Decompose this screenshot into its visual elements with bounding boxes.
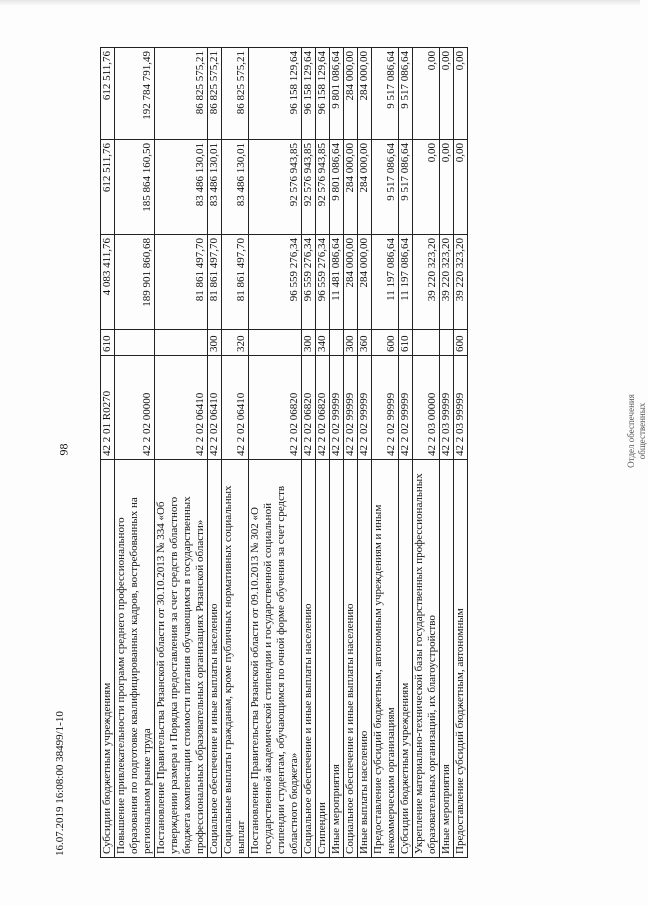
- row-vr-cell: [115, 330, 155, 356]
- row-value-2019-cell: 189 901 860,68: [115, 235, 155, 330]
- row-code-cell: 42 2 02 06410: [222, 356, 249, 460]
- row-name-cell: Социальное обеспечение и иные выплаты населению: [344, 460, 358, 858]
- row-vr-cell: 300: [344, 330, 358, 356]
- row-value-2020-cell: 83 486 130,01: [208, 140, 222, 235]
- table-row: [249, 48, 302, 858]
- row-value-2021-cell: 284 000,00: [344, 48, 358, 140]
- table-row: [344, 48, 358, 858]
- row-value-2019-cell: 39 220 323,20: [440, 235, 454, 330]
- row-value-2020-cell: 0,00: [413, 140, 440, 235]
- page-number: 98: [56, 443, 71, 456]
- row-value-2020-cell: 83 486 130,01: [155, 140, 208, 235]
- table-row: [413, 48, 440, 858]
- row-value-2020-cell: 0,00: [454, 140, 468, 235]
- row-value-2020-cell: 9 517 086,64: [399, 140, 413, 235]
- row-value-2020-cell: 92 576 943,85: [249, 140, 302, 235]
- row-value-2020-cell: 284 000,00: [344, 140, 358, 235]
- row-value-2020-cell: 92 576 943,85: [302, 140, 316, 235]
- row-value-2019-cell: 81 861 497,70: [155, 235, 208, 330]
- table-row: [440, 48, 454, 858]
- table-row: [302, 48, 316, 858]
- row-name-cell: Субсидии бюджетным учреждениям: [399, 460, 413, 858]
- row-value-2019-cell: 81 861 497,70: [222, 235, 249, 330]
- table-row: [330, 48, 344, 858]
- scan-edge: [0, 0, 640, 6]
- row-value-2021-cell: 96 158 129,64: [316, 48, 330, 140]
- row-value-2021-cell: 9 517 086,64: [372, 48, 399, 140]
- row-value-2019-cell: 284 000,00: [358, 235, 372, 330]
- row-value-2020-cell: 185 864 160,50: [115, 140, 155, 235]
- footer-note: Отдел обеспечения общественных: [625, 394, 647, 468]
- row-value-2021-cell: 86 825 575,21: [208, 48, 222, 140]
- row-code-cell: 42 2 03 00000: [413, 356, 440, 460]
- row-value-2021-cell: 86 825 575,21: [155, 48, 208, 140]
- row-value-2019-cell: 81 861 497,70: [208, 235, 222, 330]
- row-value-2021-cell: 284 000,00: [358, 48, 372, 140]
- row-vr-cell: 300: [302, 330, 316, 356]
- row-value-2019-cell: 11 197 086,64: [399, 235, 413, 330]
- row-vr-cell: 610: [101, 330, 115, 356]
- row-vr-cell: 610: [399, 330, 413, 356]
- row-code-cell: 42 2 02 06410: [155, 356, 208, 460]
- rotated-table-container: [100, 48, 562, 858]
- row-value-2021-cell: 9 801 086,64: [330, 48, 344, 140]
- row-value-2020-cell: 612 511,76: [101, 140, 115, 235]
- row-value-2019-cell: 39 220 323,20: [413, 235, 440, 330]
- row-value-2019-cell: 96 559 276,34: [302, 235, 316, 330]
- row-code-cell: 42 2 02 99999: [330, 356, 344, 460]
- table-row: [222, 48, 249, 858]
- row-name-cell: Иные мероприятия: [330, 460, 344, 858]
- table-row: [208, 48, 222, 858]
- row-value-2019-cell: 4 083 411,76: [101, 235, 115, 330]
- row-name-cell: Иные выплаты населению: [358, 460, 372, 858]
- row-code-cell: 42 2 02 99999: [399, 356, 413, 460]
- row-code-cell: 42 2 03 99999: [454, 356, 468, 460]
- row-code-cell: 42 2 02 06820: [316, 356, 330, 460]
- budget-table-body: [101, 48, 468, 858]
- row-vr-cell: 320: [222, 330, 249, 356]
- row-name-cell: Постановление Правительства Рязанской области от 30.10.2013 № 334 «Об утверждении размера и Порядка предоставления за счет средств областного бюджета компенсации стоимости питания обучающимся в государственных профессиональных образовательных организациях Рязанской области»: [155, 460, 208, 858]
- row-value-2020-cell: 284 000,00: [358, 140, 372, 235]
- row-value-2021-cell: 192 784 791,49: [115, 48, 155, 140]
- row-name-cell: Иные мероприятия: [440, 460, 454, 858]
- row-name-cell: Укрепление материально-технической базы государственных профессиональных образовательных организаций, их благоустройство: [413, 460, 440, 858]
- table-row: [454, 48, 468, 858]
- row-value-2021-cell: 0,00: [413, 48, 440, 140]
- row-value-2021-cell: 96 158 129,64: [302, 48, 316, 140]
- row-value-2020-cell: 92 576 943,85: [316, 140, 330, 235]
- row-code-cell: 42 2 02 06820: [249, 356, 302, 460]
- row-vr-cell: 600: [372, 330, 399, 356]
- table-row: [316, 48, 330, 858]
- row-vr-cell: 600: [454, 330, 468, 356]
- row-value-2021-cell: 612 511,76: [101, 48, 115, 140]
- row-value-2020-cell: 9 517 086,64: [372, 140, 399, 235]
- row-value-2019-cell: 96 559 276,34: [249, 235, 302, 330]
- row-code-cell: 42 2 02 06820: [302, 356, 316, 460]
- row-vr-cell: [155, 330, 208, 356]
- table-row: [115, 48, 155, 858]
- table-row: [399, 48, 413, 858]
- row-vr-cell: [440, 330, 454, 356]
- row-value-2019-cell: 284 000,00: [344, 235, 358, 330]
- row-value-2021-cell: 96 158 129,64: [249, 48, 302, 140]
- row-value-2020-cell: 83 486 130,01: [222, 140, 249, 235]
- row-code-cell: 42 2 02 99999: [372, 356, 399, 460]
- row-code-cell: 42 2 01 R0270: [101, 356, 115, 460]
- row-value-2019-cell: 11 197 086,64: [372, 235, 399, 330]
- row-value-2021-cell: 0,00: [440, 48, 454, 140]
- row-name-cell: Повышение привлекательности программ среднего профессионального образования по подготовке квалифицированных кадров, востребованных на региональном рынке труда: [115, 460, 155, 858]
- row-name-cell: Социальные выплаты гражданам, кроме публичных нормативных социальных выплат: [222, 460, 249, 858]
- row-name-cell: Постановление Правительства Рязанской области от 09.10.2013 № 302 «О государственной академической стипендии и государственной социальной стипендии студентам, обучающимся по очной форме обучения за счет средств областного бюджета»: [249, 460, 302, 858]
- row-vr-cell: [413, 330, 440, 356]
- row-code-cell: 42 2 02 99999: [358, 356, 372, 460]
- table-row: [372, 48, 399, 858]
- row-value-2021-cell: 86 825 575,21: [222, 48, 249, 140]
- row-name-cell: Социальное обеспечение и иные выплаты населению: [302, 460, 316, 858]
- row-value-2019-cell: 11 481 086,64: [330, 235, 344, 330]
- row-value-2019-cell: 39 220 323,20: [454, 235, 468, 330]
- row-code-cell: 42 2 03 99999: [440, 356, 454, 460]
- table-row: [155, 48, 208, 858]
- row-name-cell: Предоставление субсидий бюджетным, автономным: [454, 460, 468, 858]
- row-name-cell: Предоставление субсидий бюджетным, автономным учреждениям и иным некоммерческим организациям: [372, 460, 399, 858]
- row-value-2020-cell: 0,00: [440, 140, 454, 235]
- row-vr-cell: 340: [316, 330, 330, 356]
- row-name-cell: Социальное обеспечение и иные выплаты населению: [208, 460, 222, 858]
- row-vr-cell: [330, 330, 344, 356]
- row-value-2021-cell: 9 517 086,64: [399, 48, 413, 140]
- row-value-2020-cell: 9 801 086,64: [330, 140, 344, 235]
- row-vr-cell: 360: [358, 330, 372, 356]
- row-name-cell: Субсидии бюджетным учреждениям: [101, 460, 115, 858]
- row-name-cell: Стипендии: [316, 460, 330, 858]
- table-row: [101, 48, 115, 858]
- budget-table: [100, 47, 468, 858]
- row-value-2021-cell: 0,00: [454, 48, 468, 140]
- row-vr-cell: 300: [208, 330, 222, 356]
- row-vr-cell: [249, 330, 302, 356]
- row-code-cell: 42 2 02 06410: [208, 356, 222, 460]
- row-code-cell: 42 2 02 00000: [115, 356, 155, 460]
- table-row: [358, 48, 372, 858]
- row-value-2019-cell: 96 559 276,34: [316, 235, 330, 330]
- row-code-cell: 42 2 02 99999: [344, 356, 358, 460]
- document-stamp: 16.07.2019 16:08:00 38499/1-10: [54, 711, 66, 856]
